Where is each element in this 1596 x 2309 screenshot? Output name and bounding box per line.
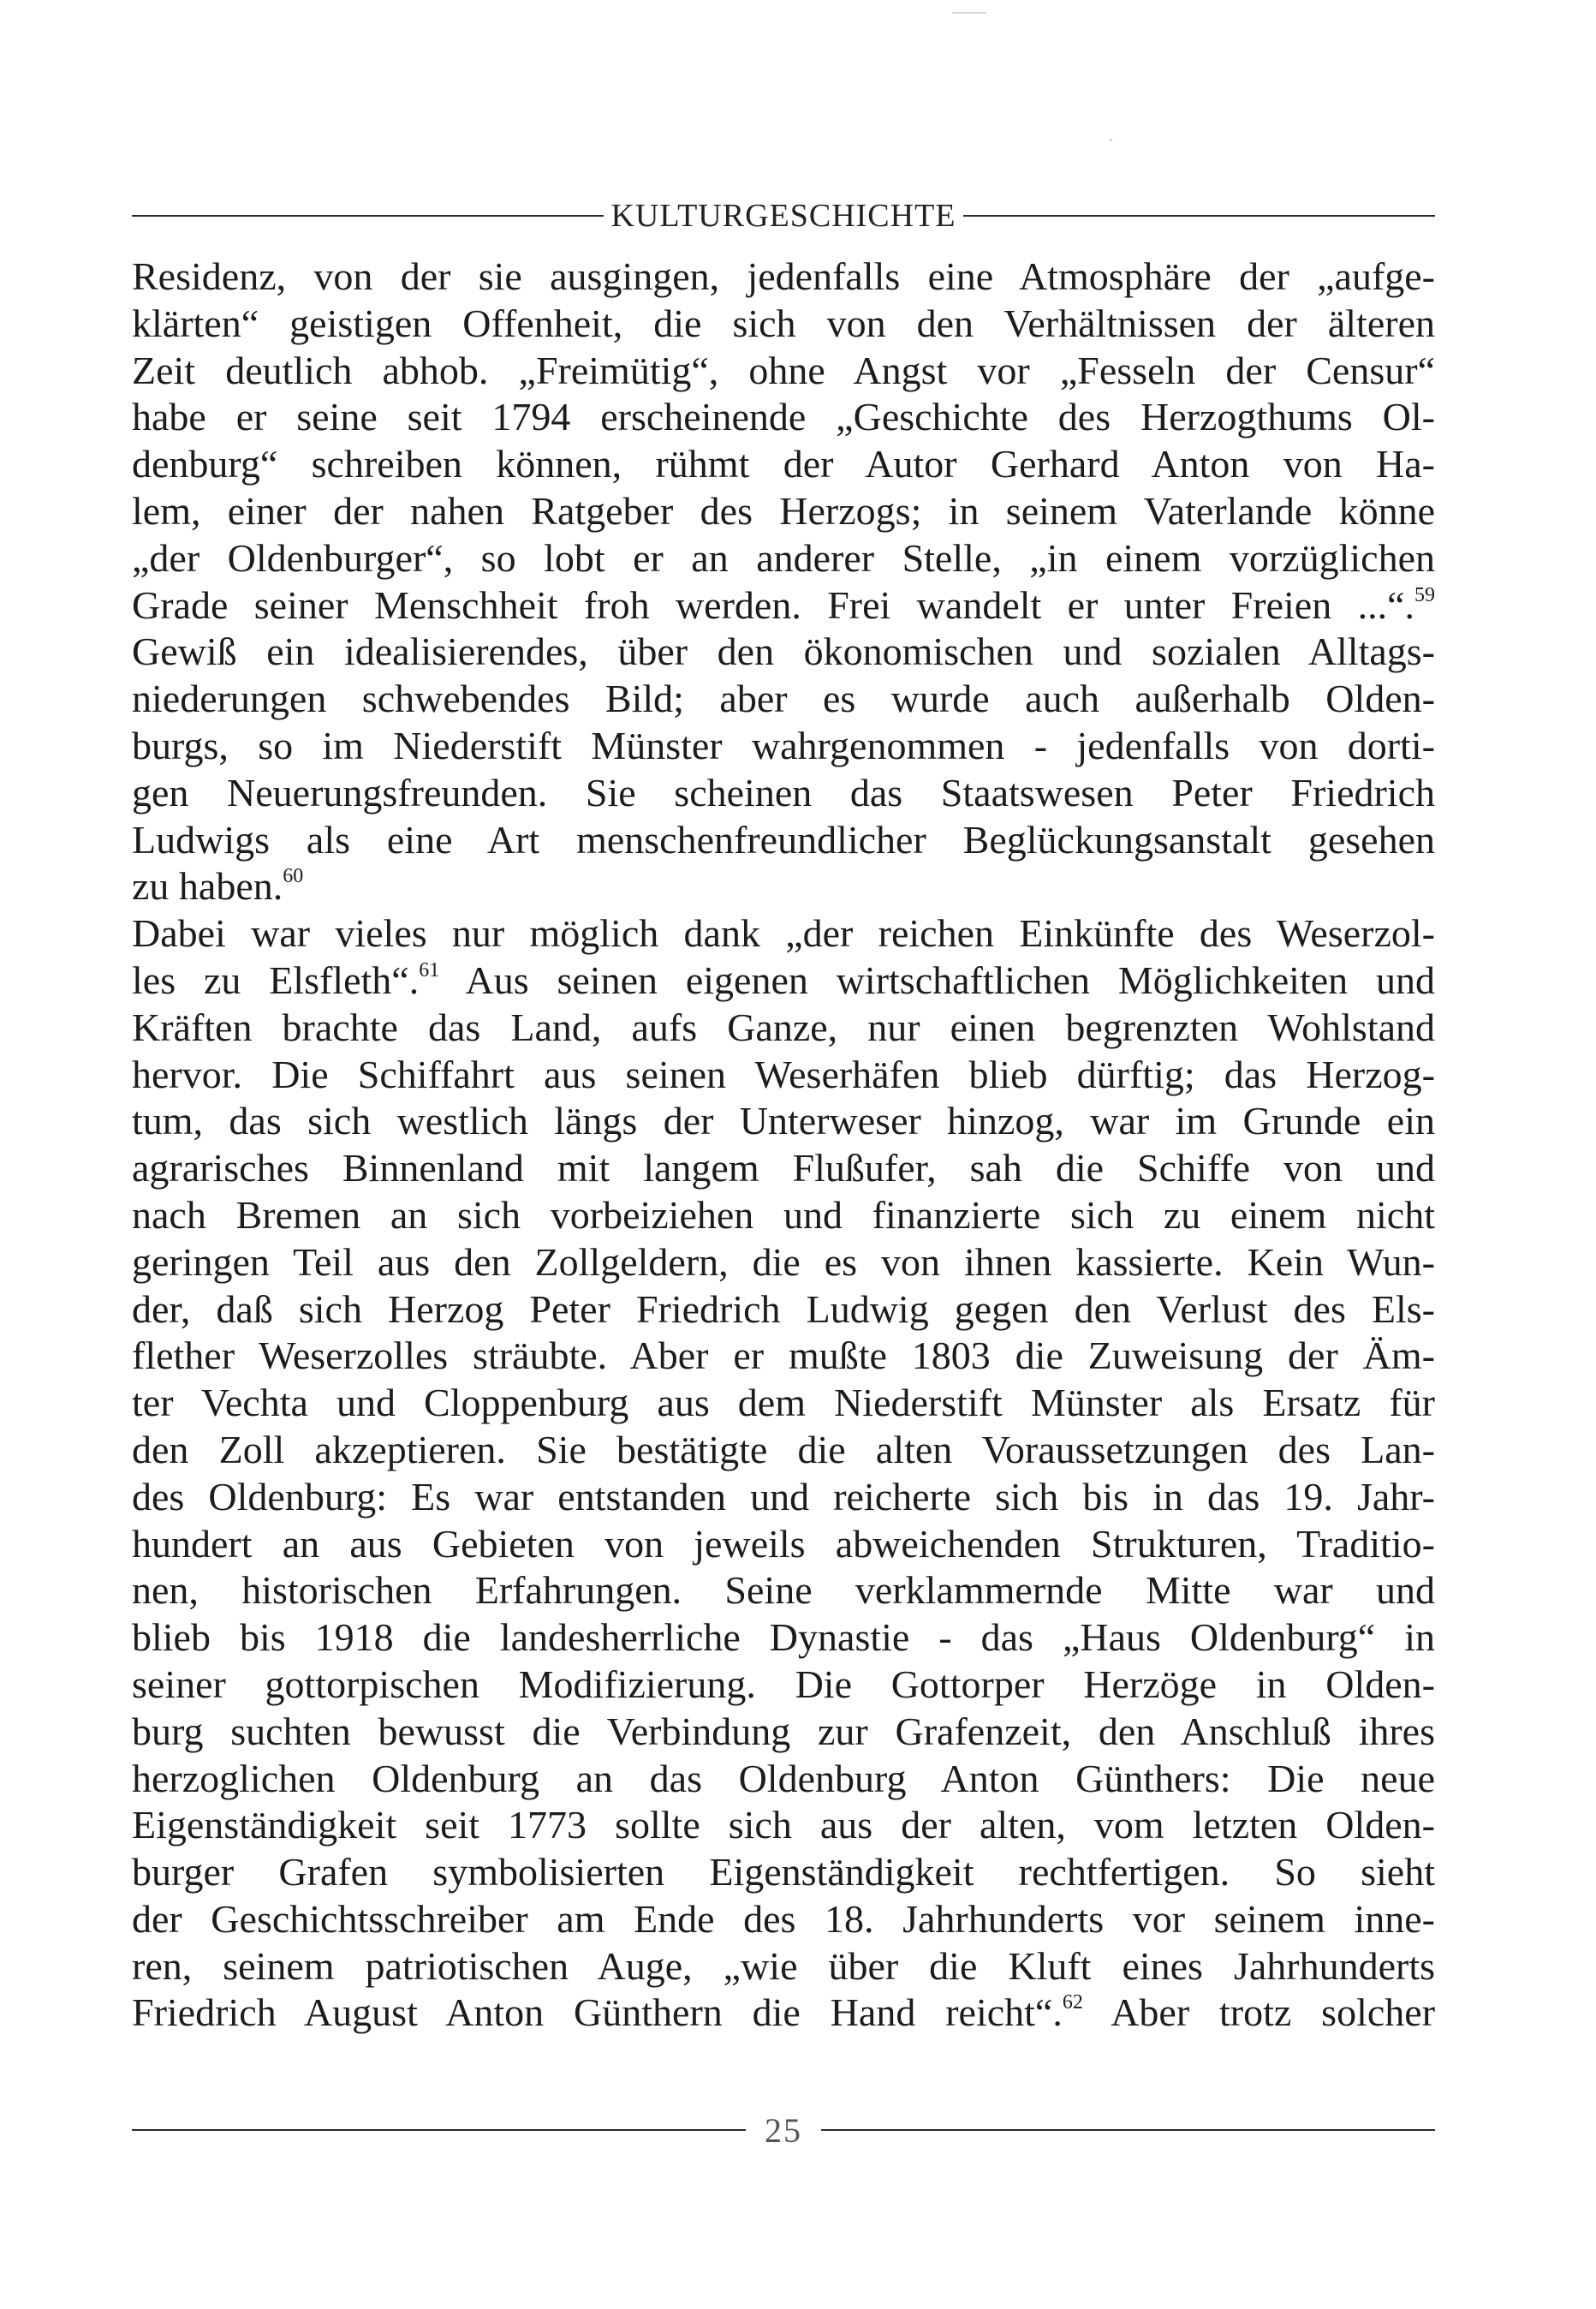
text-line-content: Dabei war vieles nur möglich dank „der reichen Einkünfte des Weserzol-: [132, 911, 1435, 956]
text-line-content: klärten“ geistigen Offenheit, die sich von den Verhältnissen der älteren: [132, 301, 1435, 345]
text-line-content: ren, seinem patriotischen Auge, „wie über die Kluft eines Jahrhunderts: [132, 1943, 1435, 1988]
text-line-content: habe er seine seit 1794 erscheinende „Geschichte des Herzogthums Ol-: [132, 395, 1435, 439]
text-line-content: nen, historischen Erfahrungen. Seine verklammernde Mitte war und: [132, 1568, 1435, 1613]
text-line: [132, 1474, 1435, 1521]
text-line-content: herzoglichen Oldenburg an das Oldenburg Anton Günthers: Die neue: [132, 1756, 1435, 1800]
footnote-marker: 60: [283, 865, 304, 888]
text-line: [132, 1756, 1435, 1803]
text-line-continuation: Aber trotz solcher: [1082, 1990, 1436, 2035]
text-line-content: les zu Elsfleth“.: [132, 958, 420, 1002]
text-line: [132, 676, 1435, 723]
text-line: [132, 629, 1435, 676]
footer-rule-left: [132, 2129, 746, 2131]
footnote-marker: 59: [1414, 583, 1435, 606]
text-line-content: des Oldenburg: Es war entstanden und reicherte sich bis in das 19. Jahr-: [132, 1474, 1435, 1518]
text-line-content: seiner gottorpischen Modifizierung. Die Gottorper Herzöge in Olden-: [132, 1662, 1435, 1706]
page-footer: [132, 2109, 1435, 2151]
text-line: [132, 1709, 1435, 1756]
text-line: [132, 1943, 1435, 1990]
text-line: [132, 1145, 1435, 1192]
running-head-title: KULTURGESCHICHTE: [610, 198, 956, 234]
text-line: [132, 348, 1435, 395]
text-line-content: den Zoll akzeptieren. Sie bestätigte die alten Voraussetzungen des Lan-: [132, 1427, 1435, 1471]
text-line: [132, 394, 1435, 441]
text-line: [132, 1802, 1435, 1849]
text-line-content: ter Vechta und Cloppenburg aus dem Niederstift Münster als Ersatz für: [132, 1381, 1435, 1425]
text-line-content: Zeit deutlich abhob. „Freimütig“, ohne Angst vor „Fesseln der Censur“: [132, 348, 1435, 392]
text-line-content: burgs, so im Niederstift Münster wahrgenommen - jedenfalls von dorti-: [132, 723, 1435, 767]
text-line-content: burg suchten bewusst die Verbindung zur Grafenzeit, den Anschluß ihres: [132, 1709, 1435, 1753]
text-line: [132, 1380, 1435, 1427]
text-line: [132, 1662, 1435, 1709]
text-line-continuation: Aus seinen eigenen wirtschaftlichen Möglichkeiten und: [439, 958, 1435, 1002]
text-line: [132, 1990, 1435, 2037]
text-line: [132, 770, 1435, 817]
text-line: [132, 817, 1435, 864]
text-line-content: Eigenständigkeit seit 1773 sollte sich aus der alten, vom letzten Olden-: [132, 1803, 1435, 1847]
text-line-content: blieb bis 1918 die landesherrliche Dynastie - das „Haus Oldenburg“ in: [132, 1615, 1435, 1660]
text-line-content: lem, einer der nahen Ratgeber des Herzogs; in seinem Vaterlande könne: [132, 488, 1435, 533]
text-line-content: denburg“ schreiben können, rühmt der Autor Gerhard Anton von Ha-: [132, 442, 1435, 486]
text-line: [132, 958, 1435, 1005]
text-line-content: niederungen schwebendes Bild; aber es wurde auch außerhalb Olden-: [132, 677, 1435, 721]
text-line-content: agrarisches Binnenland mit langem Flußufer, sah die Schiffe von und: [132, 1146, 1435, 1190]
text-line-content: der, daß sich Herzog Peter Friedrich Ludwig gegen den Verlust des Els-: [132, 1286, 1435, 1331]
text-line-content: zu haben.: [132, 864, 283, 909]
text-line-content: nach Bremen an sich vorbeiziehen und finanzierte sich zu einem nicht: [132, 1192, 1435, 1237]
text-line: [132, 1849, 1435, 1896]
text-line-content: „der Oldenburger“, so lobt er an anderer Stelle, „in einem vorzüglichen: [132, 535, 1435, 580]
text-line: [132, 1896, 1435, 1943]
text-line: [132, 1521, 1435, 1568]
text-line-content: flether Weserzolles sträubte. Aber er mußte 1803 die Zuweisung der Äm-: [132, 1333, 1435, 1378]
text-line-content: Residenz, von der sie ausgingen, jedenfalls eine Atmosphäre der „aufge-: [132, 254, 1435, 298]
running-head-rule-right: [963, 215, 1435, 217]
text-line: [132, 1239, 1435, 1286]
text-line: [132, 1005, 1435, 1052]
text-line: [132, 1192, 1435, 1239]
running-head-rule-left: [132, 215, 604, 217]
text-line-content: Kräften brachte das Land, aufs Ganze, nur einen begrenzten Wohlstand: [132, 1005, 1435, 1049]
footnote-marker: 62: [1062, 1991, 1083, 2014]
text-line: [132, 301, 1435, 348]
text-line: [132, 910, 1435, 958]
footnote-marker: 61: [419, 958, 440, 981]
text-line: [132, 488, 1435, 535]
text-line-content: Friedrich August Anton Günthern die Hand reicht“.: [132, 1990, 1063, 2035]
text-line: [132, 441, 1435, 488]
text-line: [132, 1098, 1435, 1145]
text-line-content: tum, das sich westlich längs der Unterweser hinzog, war im Grunde ein: [132, 1099, 1435, 1143]
footer-rule-right: [821, 2129, 1435, 2131]
text-line: [132, 723, 1435, 770]
text-line-content: hundert an aus Gebieten von jeweils abweichenden Strukturen, Traditio-: [132, 1521, 1435, 1566]
text-line-content: hervor. Die Schiffahrt aus seinen Weserhäfen blieb dürftig; das Herzog-: [132, 1052, 1435, 1096]
body-text: [132, 254, 1435, 2037]
scan-speck: [1110, 139, 1112, 141]
text-line-content: Ludwigs als eine Art menschenfreundlicher Beglückungsanstalt gesehen: [132, 817, 1435, 862]
text-line: [132, 254, 1435, 301]
text-line-content: Grade seiner Menschheit froh werden. Frei wandelt er unter Freien ...“.: [132, 582, 1414, 627]
text-line-content: geringen Teil aus den Zollgeldern, die es von ihnen kassierte. Kein Wun-: [132, 1239, 1435, 1284]
running-head: [132, 192, 1435, 240]
text-line-content: gen Neuerungsfreunden. Sie scheinen das Staatswesen Peter Friedrich: [132, 770, 1435, 814]
text-line: [132, 1567, 1435, 1614]
text-line: [132, 1052, 1435, 1099]
page-number: 25: [765, 2110, 802, 2150]
text-line: [132, 535, 1435, 582]
text-line: [132, 863, 1435, 910]
text-line-content: burger Grafen symbolisierten Eigenständigkeit rechtfertigen. So sieht: [132, 1850, 1435, 1894]
text-line-content: der Geschichtsschreiber am Ende des 18. Jahrhunderts vor seinem inne-: [132, 1896, 1435, 1941]
text-line: [132, 1333, 1435, 1380]
text-line-content: Gewiß ein idealisierendes, über den ökonomischen und sozialen Alltags-: [132, 629, 1435, 674]
text-line: [132, 1614, 1435, 1662]
text-line: [132, 582, 1435, 629]
scan-mark: [952, 12, 986, 14]
text-line: [132, 1427, 1435, 1474]
text-line: [132, 1286, 1435, 1333]
